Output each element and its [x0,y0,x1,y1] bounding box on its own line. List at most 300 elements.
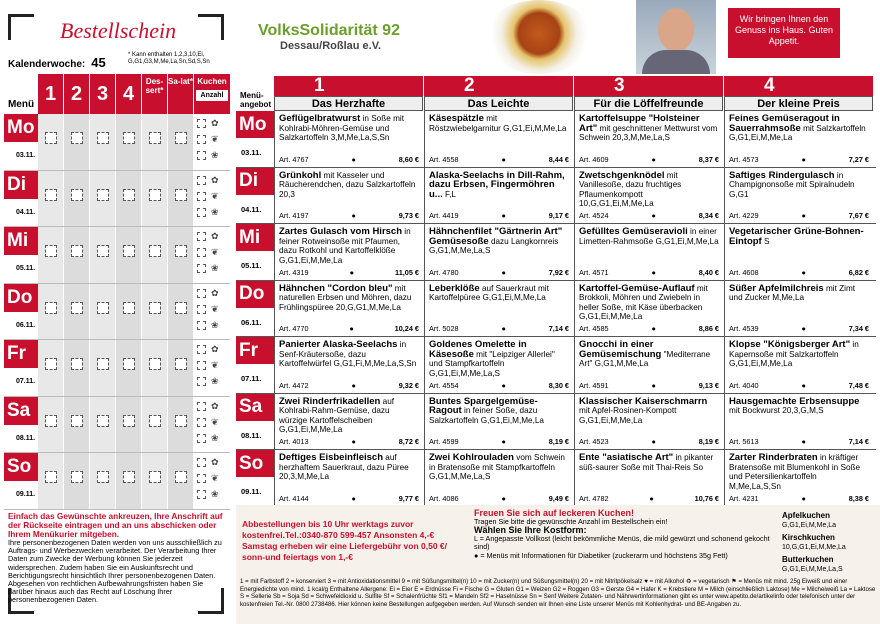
day-label: So 09.11. [236,450,274,506]
order-cell [90,340,115,396]
dish-name: Zartes Gulasch vom Hirsch [279,227,403,237]
menu-cell [574,224,723,280]
dish-description: mit Zimt und Zucker M,Me,La [729,283,856,302]
order-checkbox[interactable] [97,358,109,370]
corner-mark [8,14,34,40]
price: 7,48 € [848,380,869,390]
article-number: Art. 4585 [579,324,609,333]
kuchen-checkbox[interactable] [197,490,206,499]
diabetic-icon: ● [501,211,506,220]
order-checkbox[interactable] [97,245,109,257]
dish-description: auf Sauerkraut mit Kartoffelpüree G,G1,Ei,M,Me,La [429,283,549,302]
order-row [4,397,230,454]
diabetic-icon: ● [351,154,356,164]
menu-cell [424,168,573,224]
column-header: 2 Das Leichte [424,76,573,111]
article-number: Art. 4419 [429,211,459,220]
order-info: Abbestellungen bis 10 Uhr werktags zuvor kostenfrei.Tel.:0340-870 599-457 Ansonsten 4,-€ Samstag erheben wir eine Liefergebühr von 0,50 €/ sonn-und feiertags von 1,-€ [242,519,448,562]
menu-number: 2 [64,74,89,114]
order-checkbox[interactable] [45,358,57,370]
kuchen-header: Kuchen Anzahl [194,74,230,114]
dish-description: mit Bockwurst 20,3,G,M,S [729,406,824,415]
menu-angebot-label: Menü-angebot [240,91,272,109]
order-checkbox[interactable] [123,415,135,427]
order-cell [90,397,115,453]
order-row [4,114,230,171]
order-cell [90,453,115,509]
order-form-title: Bestellschein [60,18,177,43]
diabetic-icon: ● [651,380,656,390]
menu-number: 3 [90,74,115,114]
article-number: Art. 4197 [279,211,309,220]
kuchen-checkbox[interactable] [197,135,206,144]
dish-description: auf Kohlrabi-Rahm-Gemüse, dazu würzige Kartoffelscheiben G,G1,Ei,M,Me,La [279,396,395,434]
kuchen-cell [194,227,230,283]
kuchen-checkbox[interactable] [197,305,206,314]
order-checkbox[interactable] [123,245,135,257]
order-checkbox[interactable] [149,358,161,370]
dish-name: Saftiges Rindergulasch [729,170,835,181]
order-checkbox[interactable] [71,302,83,314]
diabetic-icon: ● [801,267,806,277]
calendar-week: Kalenderwoche: 45 [8,55,106,70]
apple-icon: ✿ [211,231,219,241]
dish-description: F,L [442,189,456,199]
dish-name: Klassischer Kaiserschmarrn [579,396,708,407]
dish-description: mit Vanillesoße, dazu fruchtiges Pflaumenkompott 10,G,G1,Ei,M,Me,La [579,170,682,208]
order-checkbox[interactable] [123,189,135,201]
dish-description: in Kapernsoße mit Salzkartoffeln G,G1,Ei,M,Me,La [729,340,859,368]
diabetic-icon: ● [801,493,806,503]
order-cell [38,171,63,227]
dish-name: Panierter Alaska-Seelachs [279,340,398,350]
price: 8,40 € [698,267,719,277]
dessert-header: Des-sert* [142,74,167,114]
cherry-icon: ❦ [211,303,219,314]
order-cell [142,284,167,340]
price: 9,49 € [548,493,569,503]
menu-row [236,168,876,225]
menu-number: 4 [116,74,141,114]
menu-cell [724,281,873,337]
menu-cell [574,111,723,167]
price: 9,77 € [398,493,419,503]
dish-name: Vegetarischer Grüne-Bohnen-Eintopf [729,227,864,247]
menu-cell [724,224,873,280]
order-row [4,340,230,397]
kuchen-checkbox[interactable] [197,151,206,160]
slogan: Wir bringen Ihnen den Genuss ins Haus. Guten Appetit. [728,8,840,58]
menu-row [236,394,876,451]
dish-description: mit Brokkoli, Möhren und Zwiebeln in heller Soße, mit Käse überbacken G,G1,Ei,M,Me,La [579,283,708,321]
kuchen-cell [194,340,230,396]
order-cell [90,114,115,170]
dish-name: Zwei Rinderfrikadellen [279,396,381,407]
order-cell [168,114,193,170]
menu-cell [574,337,723,393]
order-row [4,227,230,284]
order-cell [116,453,141,509]
kuchen-checkbox[interactable] [197,264,206,273]
menu-row [236,450,876,507]
order-cell [142,227,167,283]
menu-cell [724,394,873,450]
order-grid-header [4,74,230,114]
order-row [4,284,230,341]
order-cell [142,397,167,453]
menu-cell [274,394,423,450]
kuchen-checkbox[interactable] [197,377,206,386]
order-cell [116,340,141,396]
kuchen-cell [194,397,230,453]
diabetic-icon: ● [351,437,356,446]
price: 8,19 € [548,437,569,446]
order-cell [116,171,141,227]
dish-name: Klopse "Königsberger Art" [729,340,851,350]
kuchen-checkbox[interactable] [197,474,206,483]
day-label: Do 06.11. [4,284,38,340]
footer [236,505,880,624]
kuchen-checkbox[interactable] [197,345,206,354]
article-number: Art. 4571 [579,267,609,277]
price: 10,76 € [694,493,719,503]
order-cell [64,284,89,340]
order-cell [116,114,141,170]
order-checkbox[interactable] [175,471,187,483]
kuchen-checkbox[interactable] [197,289,206,298]
cherry-icon: ❦ [211,134,219,144]
price: 7,27 € [848,154,869,164]
kw-note: * Kann enthalten 1,2,3,10,Ei, G,G1,G3,M,Me,La,Sn,Sd,S,Sn [128,52,210,65]
article-number: Art. 4040 [729,380,759,390]
order-cell [38,453,63,509]
diabetic-icon: ● [349,267,355,277]
dish-description: in Senf-Kräutersoße, dazu Kartoffelwürfel G,G1,Fi,M,Me,La,S,Sn [279,340,417,368]
order-checkbox[interactable] [97,132,109,144]
column-header: 3 Für die Löffelfreunde [574,76,723,111]
dish-name: Gnocchi in einer Gemüsemischung [579,340,662,360]
article-number: Art. 4558 [429,154,459,164]
diabetic-icon: ● [501,380,506,390]
order-checkbox[interactable] [175,302,187,314]
kuchen-checkbox[interactable] [197,208,206,217]
cherry-icon: ❦ [211,473,219,483]
dish-description: dazu Langkornreis G,G1,M,Me,La,S [429,236,559,255]
kuchen-info: Freuen Sie sich auf leckeren Kuchen! Tragen Sie bitte die gewünschte Anzahl im Bestellschein ein! Wählen Sie Ihre Kostform: L = Angepasste Vollkost (leicht bekömmliche Menüs, die mild gewürzt und schonend gekocht sind) ● = Menüs mit Informationen für Diabetiker (zuckerarm und höchstens 35g Fett) [474,508,770,560]
order-cell [142,171,167,227]
dish-description: mit Röstzwiebelgarnitur G,G1,Ei,M,Me,La [429,114,567,133]
kuchen-checkbox[interactable] [197,119,206,128]
menu-cell [724,337,873,393]
butter-icon: ❀ [211,206,219,217]
price: 8,30 € [548,380,569,390]
dish-description: "Mediterrane Art" G,G1,M,Me,La [579,349,711,368]
article-number: Art. 4523 [579,437,609,446]
dish-description: mit naturellen Erbsen und Möhren, dazu Frühlingspüree 20,G,G1,M,Me,La [279,283,412,312]
day-label: Do 06.11. [236,281,274,337]
menu-cell [574,281,723,337]
dish-description: auf herzhaftem Sauerkraut, dazu Püree 20,3,M,Me,La [279,453,409,481]
order-checkbox[interactable] [175,358,187,370]
kuchen-checkbox[interactable] [197,402,206,411]
diabetic-icon: ● [801,437,806,446]
diabetic-icon: ● [651,154,656,164]
dish-description: mit Kasseler und Räucherendchen, dazu Salzkartoffeln 20,3 [279,170,416,199]
food-photo [484,0,594,74]
dish-name: Goldenes Omelette in Käsesoße [429,340,527,360]
menu-cell [274,337,423,393]
diabetic-icon: ● [801,380,806,390]
order-cell [90,284,115,340]
order-cell [168,284,193,340]
article-number: Art. 4782 [579,493,609,503]
dish-description: mit geschnittener Mettwurst vom Schwein 20,3,M,Me,La,S [579,123,718,142]
dish-description: mit Apfel-Rosinen-Kompott G,G1,Ei,M,Me,La [579,406,677,425]
menu-cell [274,111,423,167]
price: 8,19 € [698,437,719,446]
dish-description: mit Salzkartoffeln G,G1,Ei,M,Me,La [729,123,866,142]
menu-grid-header [236,76,876,111]
kuchen-checkbox[interactable] [197,192,206,201]
order-checkbox[interactable] [175,245,187,257]
order-cell [116,284,141,340]
article-number: Art. 4608 [729,267,759,277]
price: 9,32 € [398,380,419,390]
price: 11,05 € [395,267,419,277]
article-number: Art. 4609 [579,154,609,164]
kuchen-checkbox[interactable] [197,248,206,257]
menu-cell [424,450,573,506]
price: 8,37 € [698,154,719,164]
menu-grid [236,76,876,507]
order-checkbox[interactable] [71,132,83,144]
order-checkbox[interactable] [149,415,161,427]
order-cell [168,171,193,227]
article-number: Art. 4524 [579,211,609,220]
order-checkbox[interactable] [123,471,135,483]
order-cell [116,227,141,283]
salat-header: Sa-lat* [168,74,193,114]
dish-name: Geflügelbratwurst [279,114,361,124]
dish-name: Deftiges Eisbeinfleisch [279,453,384,463]
order-cell [64,397,89,453]
diabetic-icon: ● [501,493,506,503]
dish-name: Süßer Apfelmilchreis [729,283,824,294]
price: 8,60 € [398,154,419,164]
corner-mark [198,14,224,40]
diabetic-icon: ● [651,211,656,220]
price: 7,34 € [848,324,869,333]
order-checkbox[interactable] [123,132,135,144]
menu-cell [274,450,423,506]
article-number: Art. 4231 [729,493,759,503]
column-header: 1 Das Herzhafte [274,76,423,111]
kuchen-checkbox[interactable] [197,321,206,330]
article-number: Art. 4013 [279,437,309,446]
order-checkbox[interactable] [71,358,83,370]
kuchen-cell [194,114,230,170]
dish-name: Hähnchen "Cordon bleu" [279,283,393,294]
order-cell [64,171,89,227]
diabetic-icon: ● [351,493,356,503]
dish-description: in kräftiger Bratensoße mit Blumenkohl in Soße und Petersilienkartoffeln M,Me,La,S,Sn [729,453,861,491]
article-number: Art. 4599 [429,437,459,446]
menu-cell [574,450,723,506]
order-checkbox[interactable] [97,415,109,427]
order-form [0,0,234,624]
order-checkbox[interactable] [45,471,57,483]
order-checkbox[interactable] [45,302,57,314]
dish-name: Kartoffel-Gemüse-Auflauf [579,283,695,294]
article-number: Art. 4767 [279,154,309,164]
order-row [4,453,230,510]
menu-cell [574,394,723,450]
kuchen-checkbox[interactable] [197,232,206,241]
kuchen-checkbox[interactable] [197,458,206,467]
order-cell [90,171,115,227]
price: 9,73 € [398,211,419,220]
order-form-note: Einfach das Gewünschte ankreuzen, Ihre Anschrift auf der Rückseite eintragen und an uns abschicken oder Ihrem Menükurier mitgeben. Ihre personenbezogenen Daten werden von uns ausschließlich zu Auftrags- und Werbezwecken verarbeitet. Der Verarbeitung Ihrer Daten zum Zwecke der Werbung können Sie jederzeit widersprechen. Zudem haben Sie ein Auskunftsrecht und Berichtigungsrecht hinsichtlich Ihrer personenbezogenen Daten. Abgesehen von rechtlichen Aufbewahrungsfristen haben Sie darüber hinaus auch das Recht auf Löschung Ihrer personenbezogenen Daten. [8,511,223,605]
order-checkbox[interactable] [97,189,109,201]
butter-icon: ❀ [211,263,219,273]
day-label: Fr 07.11. [236,337,274,393]
price: 8,72 € [398,437,419,446]
diabetic-icon: ● [351,211,356,220]
order-cell [38,397,63,453]
kuchen-checkbox[interactable] [197,418,206,427]
article-number: Art. 4144 [279,493,309,503]
order-checkbox[interactable] [149,132,161,144]
dish-description: in feiner Rotweinsoße mit Pfaumen, dazu Rotkohl und Kartoffelklöße G,G1,Ei,M,Me,La [279,227,411,265]
order-checkbox[interactable] [97,302,109,314]
kuchen-checkbox[interactable] [197,434,206,443]
menu-cell [724,450,873,506]
kuchen-checkbox[interactable] [197,361,206,370]
order-checkbox[interactable] [45,132,57,144]
order-row [4,171,230,228]
menu-row [236,281,876,338]
kuchen-checkbox[interactable] [197,176,206,185]
order-checkbox[interactable] [175,189,187,201]
order-grid [4,74,230,510]
order-cell [116,397,141,453]
article-number: Art. 5613 [729,437,759,446]
diabetic-icon: ● [651,437,656,446]
diabetic-icon: ● [649,493,654,503]
order-checkbox[interactable] [71,415,83,427]
butter-icon: ❀ [211,150,219,160]
article-number: Art. 4591 [579,380,609,390]
order-checkbox[interactable] [149,245,161,257]
diabetic-icon: ● [501,324,506,333]
dish-name: Hähnchenfilet "Gärtnerin Art" Gemüsesoße [429,227,563,247]
order-checkbox[interactable] [149,471,161,483]
price: 7,67 € [848,211,869,220]
order-cell [38,340,63,396]
order-checkbox[interactable] [71,471,83,483]
dish-name: Gefülltes Gemüseravioli [579,227,688,237]
menu-row [236,224,876,281]
order-cell [168,227,193,283]
day-label: Mi 05.11. [4,227,38,283]
menu-cell [574,168,723,224]
order-checkbox[interactable] [149,302,161,314]
diabetic-icon: ● [651,267,656,277]
price: 7,14 € [548,324,569,333]
dish-description: in feiner Soße, dazu Salzkartoffeln G,G1,Ei,M,Me,La [429,406,544,425]
dish-name: Kartoffelsuppe "Holsteiner Art" [579,114,700,134]
price: 9,17 € [548,211,569,220]
cherry-icon: ❦ [211,190,219,201]
price: 8,34 € [698,211,719,220]
dish-name: Feines Gemüseragout in Sauerrahmsoße [729,114,840,134]
apple-icon: ✿ [211,400,219,411]
butter-icon: ❀ [211,489,219,499]
menu-cell [424,394,573,450]
day-label: Fr 07.11. [4,340,38,396]
apple-icon: ✿ [211,118,219,128]
cherry-icon: ❦ [211,416,219,427]
price: 7,92 € [548,267,569,277]
menu-cell [424,224,573,280]
order-checkbox[interactable] [123,358,135,370]
order-checkbox[interactable] [45,245,57,257]
price: 8,86 € [698,324,719,333]
diabetic-icon: ● [801,211,806,220]
diabetic-icon: ● [501,437,506,446]
courier-photo [636,0,716,74]
menu-row [236,337,876,394]
order-checkbox[interactable] [71,245,83,257]
article-number: Art. 4770 [279,324,309,333]
order-checkbox[interactable] [149,189,161,201]
order-checkbox[interactable] [123,302,135,314]
butter-icon: ❀ [211,319,219,330]
diabetic-icon: ● [801,324,806,333]
order-cell [38,114,63,170]
logo: VolksSolidarität 92 Dessau/Roßlau e.V. [258,22,400,52]
order-checkbox[interactable] [175,132,187,144]
order-checkbox[interactable] [97,471,109,483]
menu-cell [274,168,423,224]
day-label: Di 04.11. [4,171,38,227]
order-checkbox[interactable] [45,415,57,427]
order-checkbox[interactable] [45,189,57,201]
kuchen-list [782,511,876,577]
dish-name: Zwetschgenknödel [579,170,665,181]
dish-description: in einer Limetten-Rahmsoße G,G1,Ei,M,Me,La [579,227,719,246]
day-label: Mo 03.11. [4,114,38,170]
order-checkbox[interactable] [71,189,83,201]
article-number: Art. 4319 [279,267,309,277]
day-label: Mi 05.11. [236,224,274,280]
column-header: 4 Der kleine Preis [724,76,873,111]
price: 7,14 € [848,437,869,446]
order-checkbox[interactable] [175,415,187,427]
kuchen-item: Apfelkuchen G,G1,Ei,M,Me,La [782,511,837,529]
day-label: Mo 03.11. [236,111,274,167]
menu-row [236,111,876,168]
article-number: Art. 4573 [729,154,759,164]
cherry-icon: ❦ [211,247,219,257]
order-cell [168,340,193,396]
order-cell [64,227,89,283]
order-cell [90,227,115,283]
order-cell [38,284,63,340]
day-label: Sa 08.11. [236,394,274,450]
dish-name: Zwei Kohlrouladen [429,453,514,463]
diabetic-icon: ● [651,324,656,333]
